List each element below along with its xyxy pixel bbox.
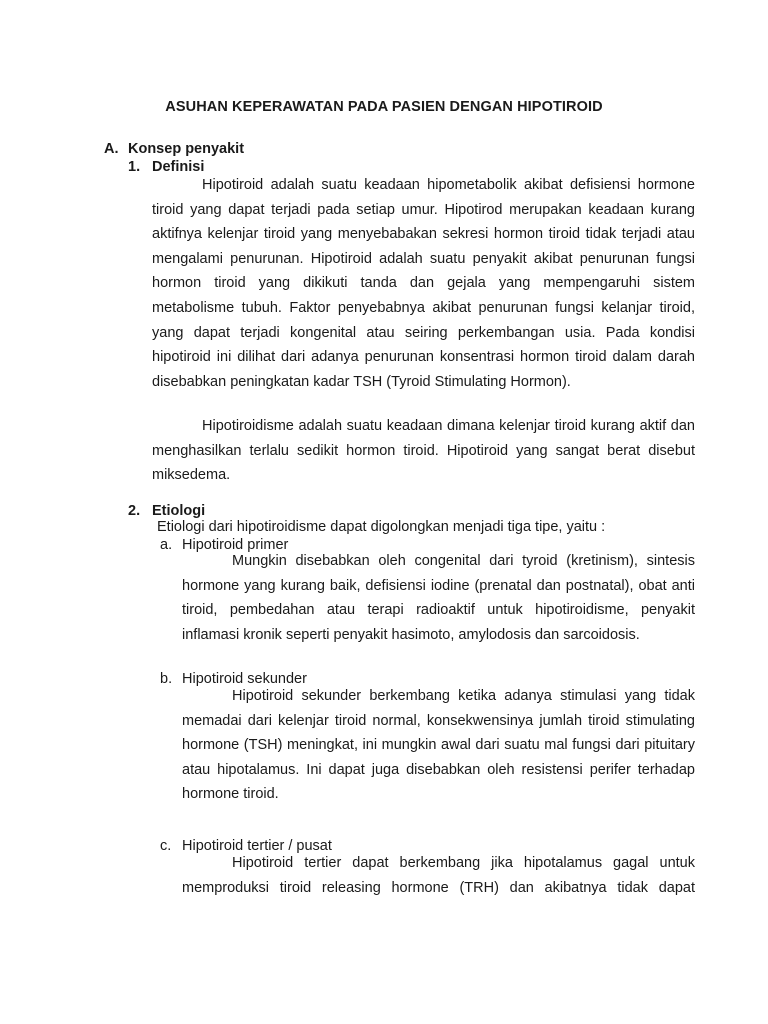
etiologi-item-a-text: Mungkin disebabkan oleh congenital dari tyroid (kretinism), sintesis hormone yang kurang baik, defisiensi iodine (prenatal dan postnatal), obat anti tiroid, pembedahan atau terapi radioaktif untuk hipotiroidisme, penyakit inflamasi kronik seperti penyakit hasimoto, amylodosis dan sarcoidosis. — [182, 553, 695, 643]
section-a-title: Konsep penyakit — [128, 141, 245, 157]
etiologi-item-c-marker: c. — [160, 838, 172, 854]
document-title: ASUHAN KEPERAWATAN PADA PASIEN DENGAN HIPOTIROID — [165, 99, 603, 115]
definisi-paragraph-1: Hipotiroid adalah suatu keadaan hipometabolik akibat defisiensi hormone tiroid yang dapat terjadi pada setiap umur. Hipotirod merupakan keadaan kurang aktifnya kelenjar tiroid yang menyebabakan sekresi hormon tiroid tidak terjadi atau mengalami penurunan. Hipotiroid adalah suatu penyakit akibat penurunan fungsi hormon tiroid yang dikikuti tanda dan gejala yang mempengaruhi sistem metabolisme tubuh. Faktor penyebabnya akibat penurunan fungsi kelanjar tiroid, yang dapat terjadi kongenital atau seiring perkembangan usia. Pada kondisi hipotiroid ini dilihat dari adanya penurunan konsentrasi hormon tiroid dalam darah disebabkan peningkatan kadar TSH (Tyroid Stimulating Hormon). — [152, 177, 695, 390]
etiologi-item-c-text: Hipotiroid tertier dapat berkembang jika hipotalamus gagal untuk memproduksi tiroid releasing hormone (TRH) dan akibatnya tidak dapat — [182, 855, 695, 896]
etiologi-item-b-title: Hipotiroid sekunder — [182, 671, 307, 687]
section-a-heading — [104, 141, 244, 157]
section-a-marker: A. — [104, 141, 119, 157]
etiologi-intro: Etiologi dari hipotiroidisme dapat digolongkan menjadi tiga tipe, yaitu : — [157, 519, 606, 535]
definisi-marker: 1. — [128, 159, 141, 175]
definisi-paragraph-2: Hipotiroidisme adalah suatu keadaan dimana kelenjar tiroid kurang aktif dan menghasilkan terlalu sedikit hormon tiroid. Hipotiroid yang sangat berat disebut miksedema. — [152, 418, 695, 484]
etiologi-item-c-title: Hipotiroid tertier / pusat — [182, 838, 332, 854]
etiologi-item-a-title: Hipotiroid primer — [182, 537, 289, 553]
etiologi-heading — [128, 503, 205, 519]
etiologi-title: Etiologi — [152, 503, 206, 519]
etiologi-item-a-marker: a. — [160, 537, 173, 553]
etiologi-marker: 2. — [128, 503, 141, 519]
etiologi-item-b-marker: b. — [160, 671, 173, 687]
definisi-title: Definisi — [152, 159, 205, 175]
etiologi-item-b-text: Hipotiroid sekunder berkembang ketika adanya stimulasi yang tidak memadai dari kelenjar tiroid normal, konsekwensinya jumlah tiroid stimulating hormone (TSH) meningkat, ini mungkin awal dari suatu mal fungsi dari pituitary atau hipotalamus. Ini dapat juga disebabkan oleh resistensi perifer terhadap hormone tiroid. — [182, 688, 695, 803]
